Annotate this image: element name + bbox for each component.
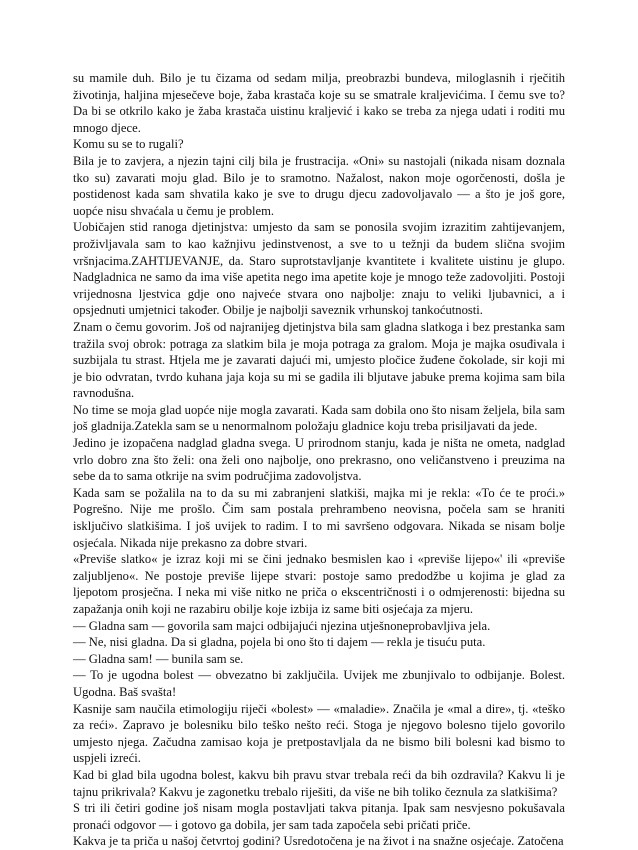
paragraph: Kasnije sam naučila etimologiju riječi «bolest» — «maladie». Značila je «mal a dire», tj. «teško za reći». Zapravo je bolesniku bilo teško nešto reći. Stoga je njegovo bolesno tijelo govorilo umjesto njega. Začudna zamisao koja je pretpostavljala da ne bismo bili bolesni kad bismo to uspjeli izreći. [73,701,565,766]
paragraph: Bila je to zavjera, a njezin tajni cilj bila je frustracija. «Oni» su nastojali (nikada nisam doznala tko su) zavarati moju glad. Bilo je to sramotno. Nažalost, nakon moje ogorčenosti, došla je postidenost kada sam shvatila kako je sve to drugu djecu zadovoljavalo — a što je još gore, uopće nisu shvaćala u čemu je problem. [73,153,565,218]
paragraph: Kad bi glad bila ugodna bolest, kakvu bih pravu stvar trebala reći da bih ozdravila? Kakvu li je tajnu prikrivala? Kakvu je zagonetku trebalo riješiti, da više ne bih toliko čeznula za slatkišima? [73,767,565,799]
paragraph: S tri ili četiri godine još nisam mogla postavljati takva pitanja. Ipak sam nesvjesno pokušavala pronaći odgovor — i gotovo ga dobila, jer sam tada započela sebi pričati priče. [73,801,565,832]
paragraph: Uobičajen stid ranoga djetinjstva: umjesto da sam se ponosila svojim izrazitim zahtijevanjem, proživljavala sam to kao kažnjivu jedinstvenost, a sve to u težnji da budem slična svojim vršnjacima.ZAHTIJEVANJE, da. Staro suprotstavljanje kvantitete i kvalitete uistinu je glupo. Nadgladnica ne samo da ima više apetita nego ima apetite koje je mnogo teže zadovoljiti. Postoji vrijednosna ljestvica gdje ono najveće stvara ono najbolje: znaju to veliki ljubavnici, a i opsjednuti umjetnici također. Obilje je najbolji saveznik vrhunskoj tankoćutnosti. [73,220,565,318]
paragraph: Znam o čemu govorim. Još od najranijeg djetinjstva bila sam gladna slatkoga i bez prestanka sam tražila svoj obrok: potraga za slatkim bila je moja potraga za gralom. Moja je majka osuđivala i suzbijala tu strast. Htjela me je zavarati dajući mi, umjesto pločice žuđene čokolade, sir koji mi je bio odvratan, tvrdo kuhana jaja koja su mi se gadila ili bljutave jabuke prema kojima sam bila ravnodušna. [73,319,565,401]
paragraph: Kakva je ta priča u našoj četvrtoj godini? Usredotočena je na život i na snažne osjećaje. Zatočena [73,834,564,849]
paragraph: Kada sam se požalila na to da su mi zabranjeni slatkiši, majka mi je rekla: «To će te proći.» Pogrešno. Nije me prošlo. Čim sam postala prehrambeno neovisna, počela sam se hraniti isključivo slatkišima. I još uvijek to radim. I to mi savršeno odgovara. Nikada se nisam bolje osjećala. Nikada nije prekasno za dobre stvari. [73,485,565,550]
paragraph: su mamile duh. Bilo je tu čizama od sedam milja, preobrazbi bundeva, miloglasnih i rječitih životinja, haljina mjesečeve boje, žaba krastača koje su se smatrale kraljevićima. I čemu sve to? Da bi se otkrilo kako je žaba krastača uistinu kraljević i kako se treba za njega udati i roditi mu mnogo djece. [73,71,565,135]
paragraph: Jedino je izopačena nadglad gladna svega. U prirodnom stanju, kada je ništa ne ometa, nadglad vrlo dobro zna što želi: ona želi ono najbolje, ono prekrasno, ono veličanstveno i preuzima na sebe da to sama otkrije na svim područjima zadovoljstva. [73,436,565,484]
dialogue-line: — Gladna sam! — bunila sam se. [73,651,244,666]
paragraph: «Previše slatko« je izraz koji mi se čini jednako besmislen kao i «previše lijepo«' ili «previše zaljubljeno«. Ne postoje previše lijepe stvari: postoje samo predodžbe u kojima je glad za ljepotom prosječna. I neka mi više nitko ne priča o ekscentričnosti i o odmjerenosti: bijedna su zapažanja onih koji ne razabiru obilje koje izbija iz same biti osjećaja za mjeru. [73,552,565,616]
dialogue-line: — Ne, nisi gladna. Da si gladna, pojela bi ono što ti dajem — rekla je tisuću puta. [73,635,486,650]
paragraph: No time se moja glad uopće nije mogla zavarati. Kada sam dobila ono što nisam željela, bila sam još gladnija.Zatekla sam se u nenormalnom položaju gladnice koju treba prisiljavati da jede. [73,402,565,434]
dialogue-line: — Gladna sam — govorila sam majci odbijajući njezina utješnoneprobavljiva jela. [73,618,491,633]
paragraph: Komu su se to rugali? [73,137,184,152]
dialogue-line: — To je ugodna bolest — obvezatno bi zaključila. Uvijek me zbunjivalo to odbijanje. Bolest. Ugodna. Baš svašta! [73,668,565,699]
document-page [73,70,565,850]
